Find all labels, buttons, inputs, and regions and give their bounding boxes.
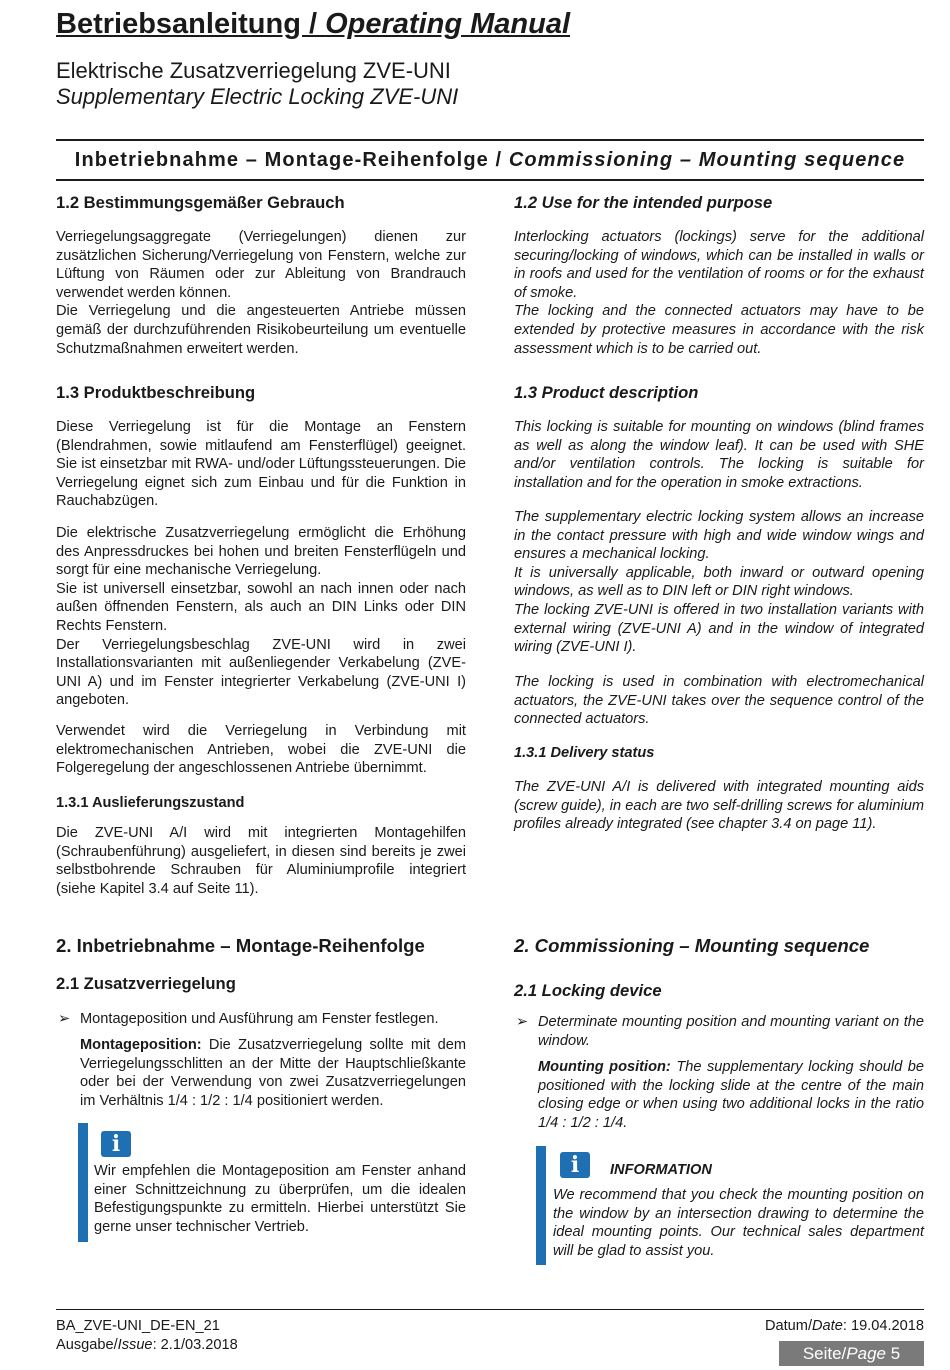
date-label-de: Datum/ [764,1318,813,1334]
text-1-2-b-de: Die Verriegelung und die angesteuerten Antriebe müssen gemäß der durchzuführenden Risikobeurteilung um eventuelle Schutzmaßnahmen erweitert werden. [56,303,466,357]
bullet-item-en [516,1013,924,1050]
paragraph-1-3-b-en [514,508,924,657]
text-1-3-e-de: Verwendet wird die Verriegelung in Verbindung mit elektromechanischen Antrieben, wobei die ZVE-UNI die Folgeregelung der angeschlossenen Antriebe übernimmt. [56,723,466,777]
paragraph-1-2-de [56,228,466,358]
footer-issue [56,1337,238,1353]
mounting-label-en: Mounting position: [538,1059,671,1075]
mounting-position-de [80,1036,466,1110]
heading-1-2-de: 1.2 Bestimmungsgemäßer Gebrauch [56,193,345,212]
info-text-en: We recommend that you check the mounting position on the window by an intersection drawing to determine the ideal mounting points. Our technical sales department will be glad to assist you. [553,1187,924,1259]
issue-value: : 2.1/03.2018 [152,1337,238,1353]
paragraph-1-3-1-de [56,824,466,898]
divider-top [56,139,924,141]
info-bar-en [536,1146,546,1265]
document-title [56,8,570,41]
text-1-3-a-en: This locking is suitable for mounting on windows (blind frames as well as along the window leaf). It can be used with SHE and/or ventilation controls. The locking is suitable for installation and for the operation in smoke extractions. [514,419,924,491]
text-1-3-e-en: The locking is used in combination with electromechanical actuators, the ZVE-UNI takes over the sequence control of the connected actuators. [514,674,924,728]
bullet-text-en: Determinate mounting position and mounting variant on the window. [538,1014,924,1049]
heading-1-2-en: 1.2 Use for the intended purpose [514,193,773,212]
paragraph-1-3-e-de [56,722,466,778]
mounting-text-en: The supplementary locking should be positioned with the locking slide at the centre of the main closing edge or when using two additional locks in the ratio 1/4 : 1/2 : 1/4. [538,1059,924,1131]
footer-date [765,1318,924,1334]
arrow-bullet-icon: ➢ [516,1014,529,1030]
text-1-3-c-en: It is universally applicable, both inward or outward opening windows, as well as to DIN left or DIN right windows. [514,564,924,600]
paragraph-1-3-e-en [514,673,924,729]
title-english: Operating Manual [325,8,571,40]
subtitle-german: Elektrische Zusatzverriegelung ZVE-UNI [56,58,451,83]
section-heading-english: Commissioning – Mounting sequence [508,149,906,171]
divider-section [56,179,924,181]
page-label-de: Seite/ [802,1344,847,1363]
title-german: Betriebsanleitung / [56,8,326,40]
text-1-3-b-de: Die elektrische Zusatzverriegelung ermöglicht die Erhöhung des Anpressdruckes bei hohen und breiten Fensterflügeln und sorgt für eine mechanische Verriegelung. [56,525,466,579]
info-icon: i [560,1152,590,1178]
text-1-2-a-de: Verriegelungsaggregate (Verriegelungen) dienen zur zusätzlichen Sicherung/Verriegelung von Fenstern, welche zur Lüftung von Räumen oder zur Ableitung von Brandrauch verwendet werden können. [56,229,466,301]
mounting-position-en [538,1058,924,1132]
text-1-2-b-en: The locking and the connected actuators may have to be extended by protective measures in accordance with the risk assessment which is to be carried out. [514,303,924,357]
mounting-text-de: Die Zusatzverriegelung sollte mit dem Verriegelungsschlitten an der Mitte der Hauptschließkante oder bei der Verwendung von zwei Zusatzverriegelungen im Verhältnis 1/4 : 1/2 : 1/4 positioniert werden. [80,1037,466,1109]
bullet-item-de [58,1010,466,1029]
text-1-3-1-de: Die ZVE-UNI A/I wird mit integrierten Montagehilfen (Schraubenführung) ausgeliefert, in diesen sind bereits je zwei selbstbohrende Schrauben für Aluminiumprofile integriert (siehe Kapitel 3.4 auf Seite 11). [56,825,466,897]
heading-1-3-1-de: 1.3.1 Auslieferungszustand [56,795,245,811]
heading-1-3-de: 1.3 Produktbeschreibung [56,383,256,402]
text-1-3-d-en: The locking ZVE-UNI is offered in two installation variants with external wiring (ZVE-UNI A) and in the window of integrated wiring (ZVE-UNI I). [514,601,924,656]
heading-1-3-en: 1.3 Product description [514,383,699,402]
paragraph-1-2-en [514,228,924,358]
text-1-3-b-en: The supplementary electric locking system allows an increase in the contact pressure with high and wide window wings and ensures a mechanical locking. [514,509,924,563]
page-number: 5 [886,1344,901,1363]
issue-label-en: Issue [117,1337,153,1353]
arrow-bullet-icon: ➢ [58,1011,71,1027]
heading-2-1-de: 2.1 Zusatzverriegelung [56,974,236,993]
section-heading-german: Inbetriebnahme – Montage-Reihenfolge / [74,149,509,171]
footer-divider [56,1309,924,1310]
date-value: : 19.04.2018 [842,1318,924,1334]
paragraph-1-3-a-de [56,418,466,511]
paragraph-1-3-a-en [514,418,924,492]
mounting-label-de: Montageposition: [80,1037,202,1053]
info-title-en: INFORMATION [610,1162,712,1178]
info-bar-de [78,1123,88,1242]
text-1-3-1-en: The ZVE-UNI A/I is delivered with integrated mounting aids (screw guide), in each are two self-drilling screws for aluminium profiles already integrated (see chapter 3.4 on page 11). [514,779,924,833]
bullet-text-de: Montageposition und Ausführung am Fenster festlegen. [80,1011,439,1027]
heading-1-3-1-en: 1.3.1 Delivery status [514,745,655,761]
heading-2-1-en: 2.1 Locking device [514,981,662,1000]
heading-2-de: 2. Inbetriebnahme – Montage-Reihenfolge [56,935,425,956]
text-1-2-a-en: Interlocking actuators (lockings) serve for the additional securing/locking of windows, which can be installed in walls or in roofs and used for the ventilation of rooms or for the exhaust of smoke. [514,229,924,301]
text-1-3-c-de: Sie ist universell einsetzbar, sowohl an nach innen oder nach außen öffnenden Fenstern, als auch an DIN Links oder DIN Rechts Fenstern. [56,580,466,634]
info-icon: i [101,1131,131,1157]
text-1-3-d-de: Der Verriegelungsbeschlag ZVE-UNI wird in zwei Installationsvarianten mit außenliegender Verkabelung (ZVE-UNI A) und im Fenster integrierter Verkabelung (ZVE-UNI I) angeboten. [56,636,466,709]
heading-2-en: 2. Commissioning – Mounting sequence [514,935,870,956]
paragraph-1-3-b-de [56,524,466,710]
page-number-badge [779,1341,924,1366]
page-label-en: Page [846,1344,886,1363]
text-1-3-a-de: Diese Verriegelung ist für die Montage an Fenstern (Blendrahmen, sowie mitlaufend am Fensterflügel) geeignet. Sie ist einsetzbar mit RWA- und/oder Lüftungssteuerungen. Die Verriegelung eignet sich zum Einbau und für die Funktion in Rauchabzügen. [56,419,466,510]
section-heading [56,149,924,172]
footer-doc-id: BA_ZVE-UNI_DE-EN_21 [56,1318,220,1334]
issue-label-de: Ausgabe/ [56,1337,118,1353]
subtitle-english: Supplementary Electric Locking ZVE-UNI [56,84,459,109]
info-text-de: Wir empfehlen die Montageposition am Fenster anhand einer Schnittzeichnung zu überprüfen, um die idealen Befestigungspunkte zu ermitteln. Hierbei unterstützt Sie gerne unser technischer Vertrieb. [94,1163,466,1235]
paragraph-1-3-1-en [514,778,924,834]
date-label-en: Date [812,1318,843,1334]
